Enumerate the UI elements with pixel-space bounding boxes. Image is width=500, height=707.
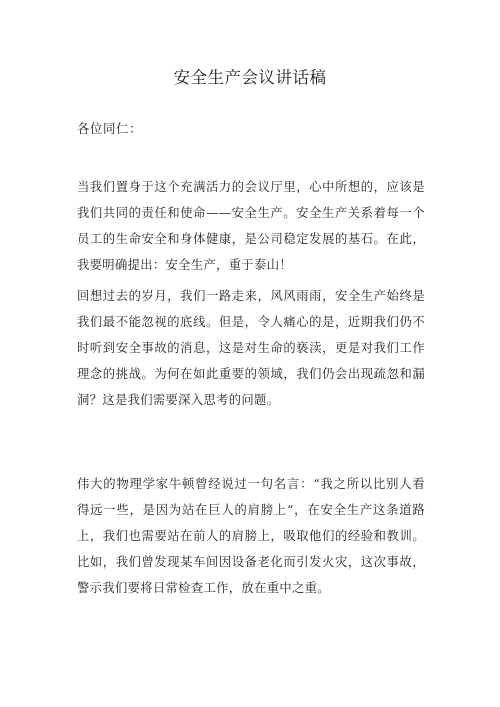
paragraph-1: 当我们置身于这个充满活力的会议厅里，心中所想的，应该是我们共同的责任和使命——安全生产。安全生产关系着每一个员工的生命安全和身体健康，是公司稳定发展的基石。在此，我要明确提出：安全生产，重于泰山！ xyxy=(77,180,425,272)
paragraph-3: 伟大的物理学家牛顿曾经说过一句名言：“我之所以比别人看得远一些，是因为站在巨人的肩膀上“，在安全生产这条道路上，我们也需要站在前人的肩膀上，吸取他们的经验和教训。比如，我们曾发现某车间因设备老化而引发火灾，这次事故，警示我们要将日常检查工作，放在重中之重。 xyxy=(77,477,425,595)
paragraph-2: 回想过去的岁月，我们一路走来，风风雨雨，安全生产始终是我们最不能忽视的底线。但是，令人痛心的是，近期我们仍不时听到安全事故的消息，这是对生命的亵渎，更是对我们工作理念的挑战。为何在如此重要的领域，我们仍会出现疏忽和漏洞？这是我们需要深入思考的问题。 xyxy=(77,289,425,407)
salutation: 各位同仁： xyxy=(77,121,143,136)
document-title: 安全生产会议讲话稿 xyxy=(173,68,327,87)
